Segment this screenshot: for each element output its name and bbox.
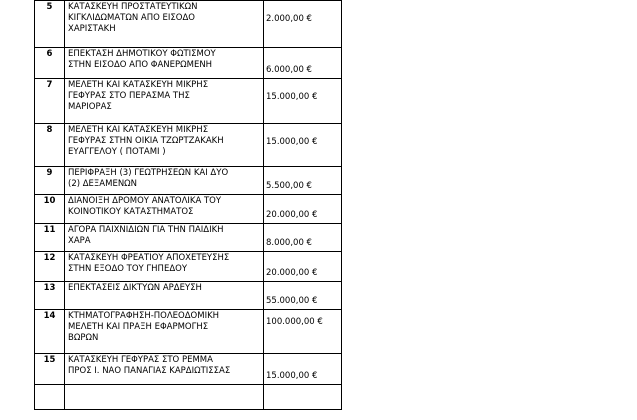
row-amount: 2.000,00 € xyxy=(264,1,342,48)
row-number: 10 xyxy=(35,195,65,224)
projects-table xyxy=(34,0,342,410)
row-number: 15 xyxy=(35,354,65,385)
description-line: ΚΤΗΜΑΤΟΓΡΑΦΗΣΗ-ΠΟΛΕΟΔΟΜΙΚΗ xyxy=(68,311,220,321)
description-line: ΧΑΡΑ xyxy=(68,236,91,246)
row-description xyxy=(65,1,264,48)
table-row xyxy=(35,167,342,195)
description-line: ΚΟΙΝΟΤΙΚΟΥ ΚΑΤΑΣΤΗΜΑΤΟΣ xyxy=(68,207,194,217)
row-number: 5 xyxy=(35,1,65,48)
description-line: ΚΑΤΑΣΚΕΥΗ ΓΕΦΥΡΑΣ ΣΤΟ ΡΕΜΜΑ xyxy=(68,355,213,365)
table-row xyxy=(35,310,342,354)
description-line: ΜΕΛΕΤΗ ΚΑΙ ΠΡΑΞΗ ΕΦΑΡΜΟΓΗΣ xyxy=(68,322,209,332)
table-row xyxy=(35,48,342,79)
row-amount: 20.000,00 € xyxy=(264,195,342,224)
description-line: ΓΕΦΥΡΑΣ ΣΤΗΝ ΟΙΚΙΑ ΤΖΩΡΤΖΑΚΑΚΗ xyxy=(68,136,224,146)
row-amount xyxy=(264,385,342,410)
row-description xyxy=(65,167,264,195)
description-line: ΧΑΡΙΣΤΑΚΗ xyxy=(68,24,116,34)
table-row xyxy=(35,252,342,282)
row-amount: 15.000,00 € xyxy=(264,124,342,167)
table-row xyxy=(35,354,342,385)
description-line: ΚΙΓΚΛΙΔΩΜΑΤΩΝ ΑΠΟ ΕΙΣΟΔΟ xyxy=(68,13,195,23)
row-amount: 55.000,00 € xyxy=(264,282,342,310)
table-row xyxy=(35,224,342,252)
table-row xyxy=(35,195,342,224)
row-description xyxy=(65,224,264,252)
row-description xyxy=(65,385,264,410)
description-line: (2) ΔΕΞΑΜΕΝΩΝ xyxy=(68,179,138,189)
row-description xyxy=(65,354,264,385)
description-line: ΕΥΑΓΓΕΛΟΥ ( ΠΟΤΑΜΙ ) xyxy=(68,147,166,157)
row-number: 14 xyxy=(35,310,65,354)
row-number: 7 xyxy=(35,79,65,124)
row-description xyxy=(65,79,264,124)
description-line: ΚΑΤΑΣΚΕΥΗ ΦΡΕΑΤΙΟΥ ΑΠΟΧΕΤΕΥΣΗΣ xyxy=(68,253,230,263)
description-line: ΜΑΡΙΟΡΑΣ xyxy=(68,102,112,112)
row-number: 13 xyxy=(35,282,65,310)
table-row xyxy=(35,282,342,310)
row-number: 6 xyxy=(35,48,65,79)
table-row xyxy=(35,385,342,410)
description-line: ΑΓΟΡΑ ΠΑΙΧΝΙΔΙΩΝ ΓΙΑ ΤΗΝ ΠΑΙΔΙΚΗ xyxy=(68,225,224,235)
row-description xyxy=(65,195,264,224)
description-line: ΣΤΗΝ ΕΞΟΔΟ ΤΟΥ ΓΗΠΕΔΟΥ xyxy=(68,264,188,274)
row-amount: 15.000,00 € xyxy=(264,79,342,124)
description-line: ΜΕΛΕΤΗ ΚΑΙ ΚΑΤΑΣΚΕΥΗ ΜΙΚΡΗΣ xyxy=(68,80,209,90)
description-line: ΕΠΕΚΤΑΣΕΙΣ ΔΙΚΤΥΩΝ ΑΡΔΕΥΣΗ xyxy=(68,283,202,293)
description-line: ΔΙΑΝΟΙΞΗ ΔΡΟΜΟΥ ΑΝΑΤΟΛΙΚΑ ΤΟΥ xyxy=(68,196,222,206)
description-line: ΓΕΦΥΡΑΣ ΣΤΟ ΠΕΡΑΣΜΑ ΤΗΣ xyxy=(68,91,190,101)
description-line: ΜΕΛΕΤΗ ΚΑΙ ΚΑΤΑΣΚΕΥΗ ΜΙΚΡΗΣ xyxy=(68,125,209,135)
description-line: ΠΕΡΙΦΡΑΞΗ (3) ΓΕΩΤΡΗΣΕΩΝ ΚΑΙ ΔΥΟ xyxy=(68,168,229,178)
row-number: 8 xyxy=(35,124,65,167)
row-description xyxy=(65,282,264,310)
description-line: ΚΑΤΑΣΚΕΥΗ ΠΡΟΣΤΑΤΕΥΤΙΚΩΝ xyxy=(68,2,198,12)
row-description xyxy=(65,252,264,282)
table-row xyxy=(35,1,342,48)
row-amount: 20.000,00 € xyxy=(264,252,342,282)
row-amount: 100.000,00 € xyxy=(264,310,342,354)
row-amount: 6.000,00 € xyxy=(264,48,342,79)
description-line: ΒΩΡΩΝ xyxy=(68,333,99,343)
description-line: ΕΠΕΚΤΑΣΗ ΔΗΜΟΤΙΚΟΥ ΦΩΤΙΣΜΟΥ xyxy=(68,49,216,59)
table-row xyxy=(35,124,342,167)
row-description xyxy=(65,48,264,79)
row-number: 11 xyxy=(35,224,65,252)
row-number: 9 xyxy=(35,167,65,195)
row-description xyxy=(65,124,264,167)
description-line: ΠΡΟΣ Ι. ΝΑΟ ΠΑΝΑΓΙΑΣ ΚΑΡΔΙΩΤΙΣΣΑΣ xyxy=(68,366,231,376)
description-line: ΣΤΗΝ ΕΙΣΟΔΟ ΑΠΟ ΦΑΝΕΡΩΜΕΝΗ xyxy=(68,60,213,70)
row-amount: 8.000,00 € xyxy=(264,224,342,252)
row-amount: 15.000,00 € xyxy=(264,354,342,385)
row-number xyxy=(35,385,65,410)
row-description xyxy=(65,310,264,354)
row-amount: 5.500,00 € xyxy=(264,167,342,195)
row-number: 12 xyxy=(35,252,65,282)
table-row xyxy=(35,79,342,124)
